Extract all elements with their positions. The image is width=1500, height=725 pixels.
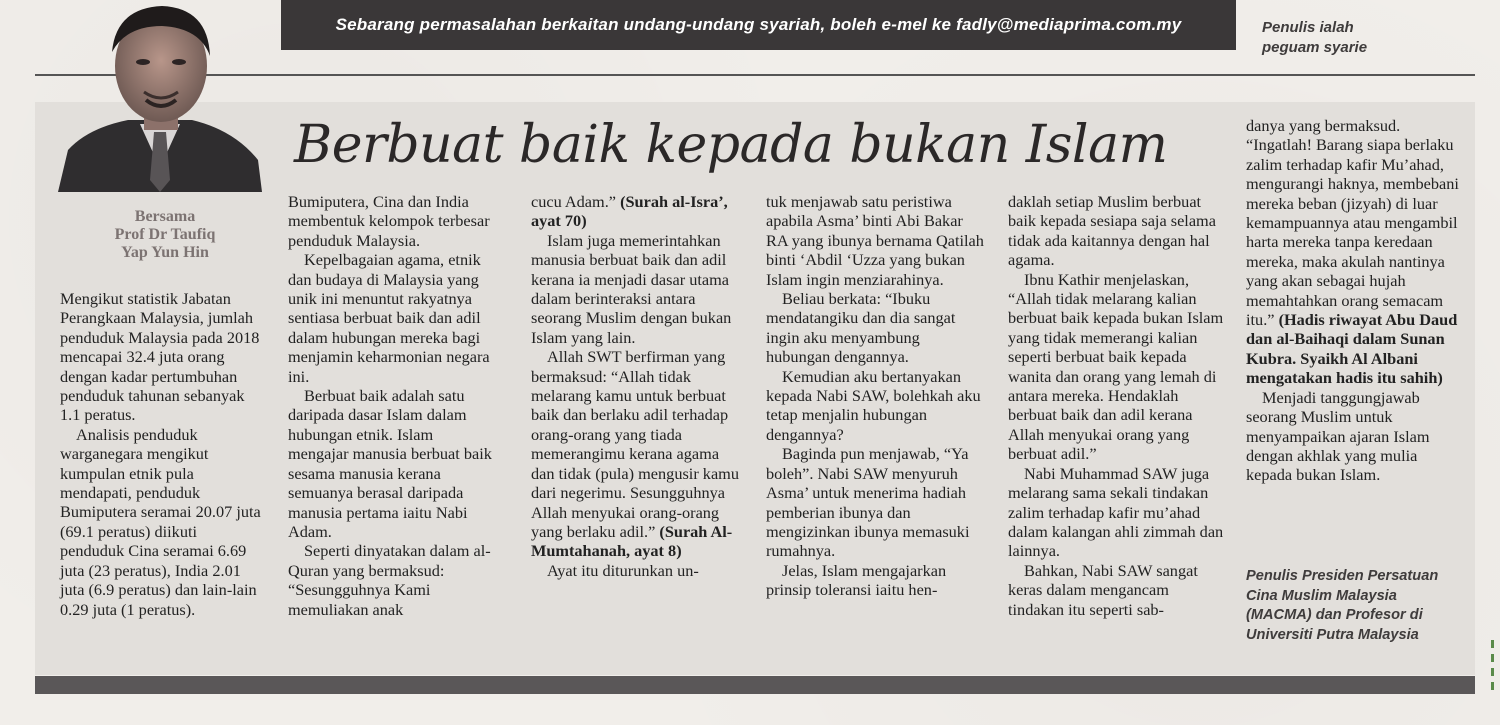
paragraph bbox=[531, 192, 741, 231]
email-banner bbox=[281, 0, 1236, 50]
paragraph: Nabi Muhammad SAW juga melarang sama sekali tindakan zalim terhadap kafir mu’ahad dalam kalangan ahli zimmah dan lainnya. bbox=[1008, 463, 1224, 561]
bottom-bar bbox=[35, 676, 1475, 694]
writer-note: Penulis ialah peguam syarie bbox=[1262, 19, 1368, 56]
column-6 bbox=[1246, 116, 1466, 485]
paragraph: Bahkan, Nabi SAW sangat keras dalam mengancam tindakan itu seperti sab- bbox=[1008, 560, 1198, 619]
column-1 bbox=[60, 289, 265, 619]
paragraph bbox=[1246, 116, 1466, 388]
paragraph: Seperti dinyatakan dalam al-Quran yang bermaksud: “Sesungguhnya Kami memuliakan anak bbox=[288, 541, 491, 619]
author-byline bbox=[70, 208, 260, 262]
headline: Berbuat baik kepada bukan Islam bbox=[294, 115, 1168, 175]
column-5 bbox=[1008, 192, 1228, 619]
paragraph: Analisis penduduk warganegara mengikut kumpulan etnik pula mendapati, penduduk Bumiputera seramai 20.07 juta (69.1 peratus) diikuti penduduk Cina seramai 6.69 juta (23 peratus), India 2.01 juta (6.9 peratus) dan lain-lain 0.29 juta (1 peratus). bbox=[60, 424, 261, 619]
page-edge-marks bbox=[1489, 640, 1497, 700]
quote-reference: (Surah Al-Mumtahanah, ayat 8) bbox=[531, 521, 733, 561]
paragraph: Kepelbagaian agama, etnik dan budaya di Malaysia yang unik ini menuntut rakyatnya sentiasa berbuat baik dan adil dalam hubungan mereka bagi menjamin keharmonian negara ini. bbox=[288, 250, 490, 386]
paragraph: Jelas, Islam mengajarkan prinsip toleransi iaitu hen- bbox=[766, 560, 947, 600]
author-name-line2: Yap Yun Hin bbox=[121, 244, 209, 261]
quote-reference: (Hadis riwayat Abu Daud dan al-Baihaqi dalam Sunan Kubra. Syaikh Al Albani mengatakan hadis itu sahih) bbox=[1246, 310, 1458, 388]
paragraph: Kemudian aku bertanyakan kepada Nabi SAW, bolehkah aku tetap menjalin hubungan dengannya? bbox=[766, 366, 981, 444]
quote-text: danya yang bermaksud. “Ingatlah! Barang siapa berlaku zalim terhadap kafir Mu’ahad, mengurangi haknya, membebani mereka beban (jizyah) di luar kemampuannya atau mengambil harta mereka tanpa keredaan mereka, maka akulah nantinya yang akan sebagai hujah memahtahkan orang semacam itu.” bbox=[1246, 116, 1459, 330]
author-footnote: Penulis Presiden Persatuan Cina Muslim Malaysia (MACMA) dan Profesor di Universiti Putra Malaysia bbox=[1246, 568, 1439, 643]
author-portrait bbox=[58, 0, 262, 192]
paragraph: Beliau berkata: “Ibuku mendatangiku dan dia sangat ingin aku menyambung hubungan dengannya. bbox=[766, 289, 956, 367]
paragraph: Mengikut statistik Jabatan Perangkaan Malaysia, jumlah penduduk Malaysia pada 2018 mencapai 32.4 juta orang dengan kadar pertumbuhan penduduk tahunan sebanyak 1.1 peratus. bbox=[60, 289, 260, 425]
paragraph: Berbuat baik adalah satu daripada dasar Islam dalam hubungan etnik. Islam mengajar manusia berbuat baik sesama manusia kerana semuanya berasal daripada manusia pertama iaitu Nabi Adam. bbox=[288, 386, 492, 541]
paragraph: Ibnu Kathir menjelaskan, “Allah tidak melarang kalian berbuat baik kepada bukan Islam yang tidak memerangi kalian seperti berbuat baik kepada wanita dan orang yang lemah di antara mereka. Hendaklah berbuat baik dan adil kerana Allah menyukai orang yang berbuat adil.” bbox=[1008, 269, 1224, 464]
quote-text: cucu Adam.” bbox=[531, 192, 616, 211]
paragraph bbox=[531, 347, 741, 560]
author-name-line1: Prof Dr Taufiq bbox=[114, 226, 216, 243]
column-3 bbox=[531, 192, 741, 580]
column-4 bbox=[766, 192, 986, 600]
paragraph: Menjadi tanggungjawab seorang Muslim untuk menyampaikan ajaran Islam dengan akhlak yang mulia kepada bukan Islam. bbox=[1246, 387, 1430, 485]
paragraph: Bumiputera, Cina dan India membentuk kelompok terbesar penduduk Malaysia. bbox=[288, 192, 490, 250]
paragraph: tuk menjawab satu peristiwa apabila Asma’ binti Abi Bakar RA yang ibunya bernama Qatilah binti ‘Abdil ‘Uzza yang bukan Islam ingin menziarahinya. bbox=[766, 192, 984, 289]
paragraph: daklah setiap Muslim berbuat baik kepada sesiapa saja selama tidak ada kaitannya dengan hal agama. bbox=[1008, 192, 1216, 270]
quote-text: Allah SWT berfirman yang bermaksud: “Allah tidak melarang kamu untuk berbuat baik dan berlaku adil terhadap orang-orang yang tiada memerangimu kerana agama dan tidak (pula) mengusir kamu dari negerimu. Sesungguhnya Allah menyukai orang-orang yang berlaku adil.” bbox=[531, 347, 739, 541]
byline-prefix: Bersama bbox=[134, 208, 196, 225]
column-2 bbox=[288, 192, 493, 619]
quote-reference: (Surah al-Isra’, ayat 70) bbox=[531, 192, 728, 231]
email-banner-text: Sebarang permasalahan berkaitan undang-undang syariah, boleh e-mel ke fadly@mediaprima.com.my bbox=[335, 15, 1182, 34]
paragraph: Baginda pun menjawab, “Ya boleh”. Nabi SAW menyuruh Asma’ untuk menerima hadiah pemberian ibunya dan mengizinkan ibunya memasuki rumahnya. bbox=[766, 444, 970, 561]
paragraph: Ayat itu diturunkan un- bbox=[547, 560, 699, 580]
paragraph: Islam juga memerintahkan manusia berbuat baik dan adil kerana ia menjadi dasar utama dalam berinteraksi antara seorang Muslim dengan bukan Islam yang lain. bbox=[531, 230, 732, 347]
